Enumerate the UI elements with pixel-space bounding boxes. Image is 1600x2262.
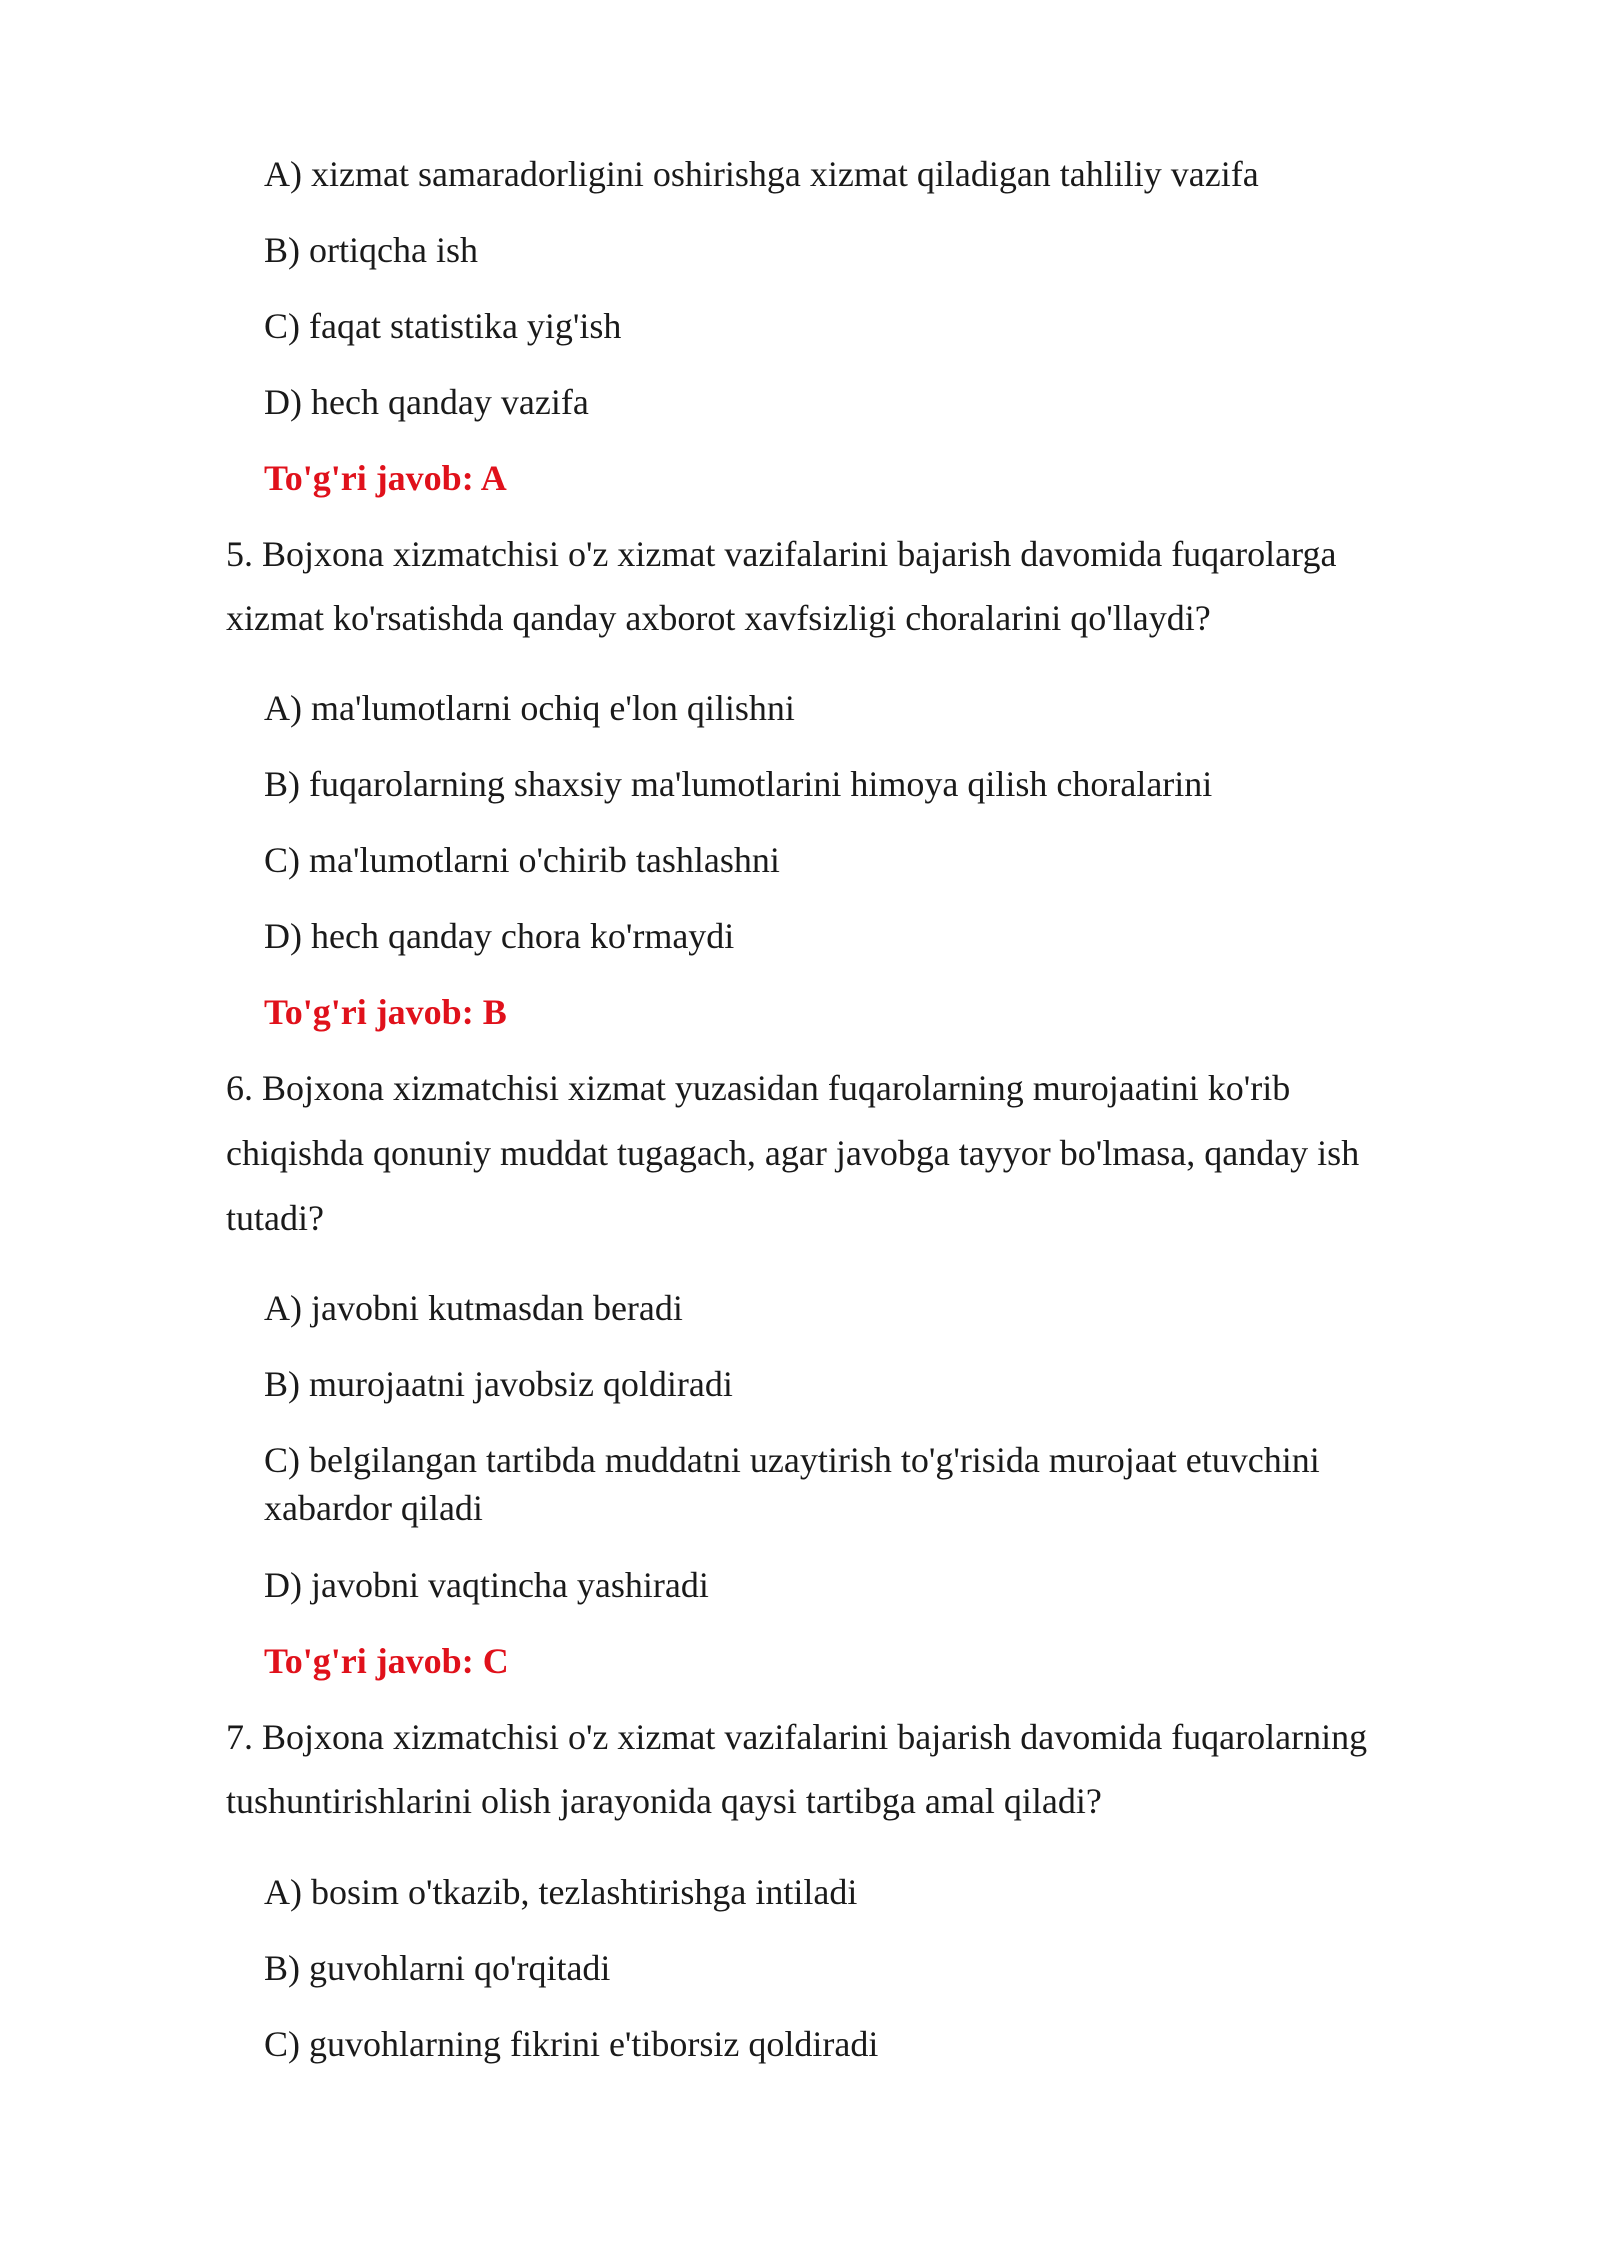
correct-answer: To'g'ri javob: B [264,992,507,1032]
option-b: B) fuqarolarning shaxsiy ma'lumotlarini himoya qilish choralarini [264,764,1213,804]
option-c: C) belgilangan tartibda muddatni uzaytirish to'g'risida murojaat etuvchini [264,1440,1320,1480]
question-text: xizmat ko'rsatishda qanday axborot xavfsizligi choralarini qo'llaydi? [226,598,1211,638]
correct-answer: To'g'ri javob: A [264,458,507,498]
option-b: B) murojaatni javobsiz qoldiradi [264,1364,733,1404]
question-text: chiqishda qonuniy muddat tugagach, agar javobga tayyor bo'lmasa, qanday ish [226,1133,1360,1173]
question-text: 7. Bojxona xizmatchisi o'z xizmat vazifalarini bajarish davomida fuqarolarning [226,1717,1368,1757]
option-c: C) faqat statistika yig'ish [264,306,622,346]
option-d: D) hech qanday vazifa [264,382,589,422]
question-text: tutadi? [226,1198,324,1238]
option-c: C) ma'lumotlarni o'chirib tashlashni [264,840,780,880]
option-d: D) javobni vaqtincha yashiradi [264,1565,709,1605]
correct-answer: To'g'ri javob: C [264,1641,509,1681]
option-a: A) bosim o'tkazib, tezlashtirishga intiladi [264,1872,858,1912]
option-c: C) guvohlarning fikrini e'tiborsiz qoldiradi [264,2024,879,2064]
question-text: 5. Bojxona xizmatchisi o'z xizmat vazifalarini bajarish davomida fuqarolarga [226,534,1337,574]
option-a: A) ma'lumotlarni ochiq e'lon qilishni [264,688,795,728]
option-c-continued: xabardor qiladi [264,1488,483,1528]
option-b: B) guvohlarni qo'rqitadi [264,1948,611,1988]
question-text: tushuntirishlarini olish jarayonida qaysi tartibga amal qiladi? [226,1781,1102,1821]
option-a: A) xizmat samaradorligini oshirishga xizmat qiladigan tahliliy vazifa [264,154,1259,194]
question-text: 6. Bojxona xizmatchisi xizmat yuzasidan fuqarolarning murojaatini ko'rib [226,1068,1291,1108]
option-d: D) hech qanday chora ko'rmaydi [264,916,735,956]
option-b: B) ortiqcha ish [264,230,478,270]
option-a: A) javobni kutmasdan beradi [264,1288,683,1328]
